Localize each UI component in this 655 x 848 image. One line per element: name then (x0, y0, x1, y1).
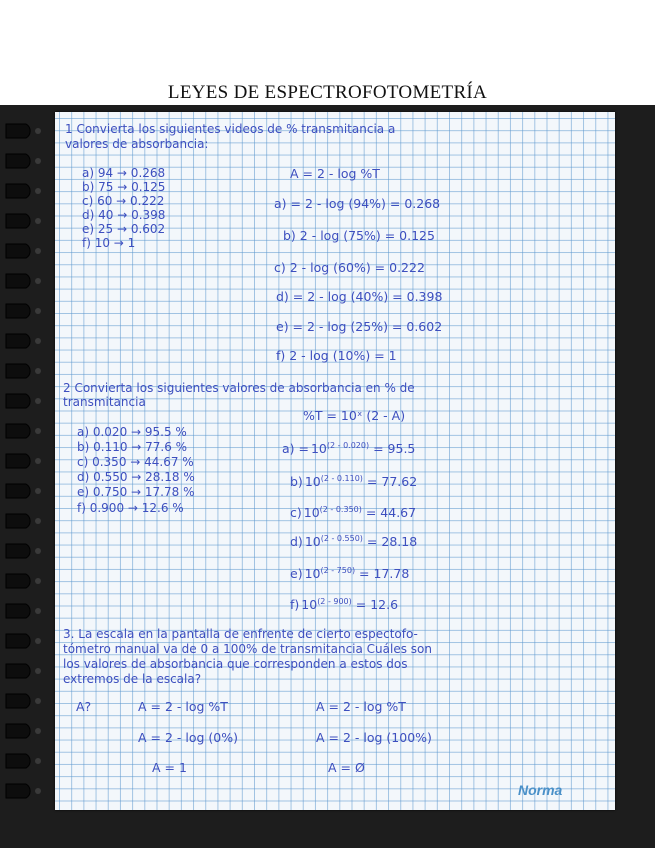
spiral-binding (4, 120, 44, 810)
section3-left-substitution: A = 2 - log (0%) (138, 730, 238, 745)
section2-heading-line1: 2 Convierta los siguientes valores de absorbancia en % de (63, 381, 415, 395)
calc-exponent: (2 - 0.350) (319, 505, 362, 514)
section1-formula: A = 2 - log %T (290, 166, 380, 181)
section3-heading-line4: extremos de la escala? (63, 672, 202, 686)
calc-result: = 95.5 (373, 441, 416, 457)
section1-conversion-b: b) 75 → 0.125 (82, 180, 166, 194)
section1-conversion-a: a) 94 → 0.268 (82, 166, 166, 180)
section3-right-result: A = Ø (328, 760, 365, 775)
section1-calc-f: f) 2 - log (10%) = 1 (276, 348, 397, 363)
section1-conversion-d: d) 40 → 0.398 (82, 208, 166, 222)
section2-calc-b (290, 475, 417, 489)
section3-heading-line1: 3. La escala en la pantalla de enfrente de cierto espectofo- (63, 627, 418, 641)
section2-formula: %T = 10ˣ (2 - A) (303, 408, 406, 423)
section1-conversion-e: e) 25 → 0.602 (82, 222, 166, 236)
section2-calc-d (290, 535, 417, 549)
section2-calc-e (290, 567, 409, 581)
calc-prefix: b) (290, 474, 303, 490)
calc-exponent: (2 - 0.020) (326, 441, 370, 450)
calc-exponent: (2 - 750) (320, 566, 356, 575)
section1-calc-d: d) = 2 - log (40%) = 0.398 (276, 289, 443, 304)
section1-conversion-f: f) 10 → 1 (82, 236, 136, 250)
norma-logo: Norma (518, 782, 563, 798)
section3-right-formula: A = 2 - log %T (316, 699, 406, 714)
section2-calc-a (282, 442, 415, 456)
calc-prefix: f) (290, 597, 300, 613)
calc-base: 10 (301, 597, 318, 613)
calc-result: = 17.78 (359, 566, 410, 582)
section2-conversion-f: f) 0.900 → 12.6 % (77, 501, 184, 515)
page-title: LEYES DE ESPECTROFOTOMETRÍA (167, 82, 488, 103)
calc-base: 10 (310, 441, 327, 457)
calc-exponent: (2 - 0.110) (320, 474, 363, 483)
section1-calc-c: c) 2 - log (60%) = 0.222 (274, 260, 425, 275)
section3-heading-line2: tómetro manual va de 0 a 100% de transmitancia Cuáles son (63, 642, 432, 656)
section1-calc-a: a) = 2 - log (94%) = 0.268 (274, 196, 441, 211)
calc-result: = 44.67 (365, 505, 417, 521)
section1-conversion-c: c) 60 → 0.222 (82, 194, 165, 208)
section1-calc-b: b) 2 - log (75%) = 0.125 (283, 228, 435, 243)
section2-conversion-e: e) 0.750 → 17.78 % (77, 485, 195, 499)
calc-base: 10 (303, 505, 320, 521)
section3-right-substitution: A = 2 - log (100%) (316, 730, 432, 745)
calc-exponent: (2 - 900) (317, 597, 352, 606)
section1-heading-line1: 1 Convierta los siguientes videos de % transmitancia a (65, 122, 396, 136)
section3-left-formula: A = 2 - log %T (138, 699, 228, 714)
section3-heading-line3: los valores de absorbancia que corresponden a estos dos (63, 657, 408, 671)
section2-calc-f (290, 598, 398, 612)
calc-result: = 77.62 (366, 474, 418, 490)
calc-exponent: (2 - 0.550) (320, 534, 363, 543)
section1-heading-line2: valores de absorbancia: (65, 137, 209, 151)
calc-prefix: a) = (282, 441, 309, 457)
section2-conversion-b: b) 0.110 → 77.6 % (77, 440, 188, 454)
section2-conversion-a: a) 0.020 → 95.5 % (77, 425, 187, 439)
calc-prefix: e) (290, 566, 303, 582)
section2-calc-c (290, 506, 416, 520)
section2-conversion-c: c) 0.350 → 44.67 % (77, 455, 194, 469)
section1-calc-e: e) = 2 - log (25%) = 0.602 (276, 319, 443, 334)
calc-prefix: d) (290, 534, 303, 550)
calc-base: 10 (304, 566, 321, 582)
calc-base: 10 (304, 534, 321, 550)
section2-heading-line2: transmitancia (63, 395, 146, 409)
section2-conversion-d: d) 0.550 → 28.18 % (77, 470, 195, 484)
section3-label: A? (76, 699, 92, 714)
calc-base: 10 (304, 474, 321, 490)
calc-result: = 12.6 (355, 597, 399, 613)
calc-result: = 28.18 (366, 534, 418, 550)
calc-prefix: c) (290, 505, 302, 521)
section3-left-result: A = 1 (152, 760, 187, 775)
